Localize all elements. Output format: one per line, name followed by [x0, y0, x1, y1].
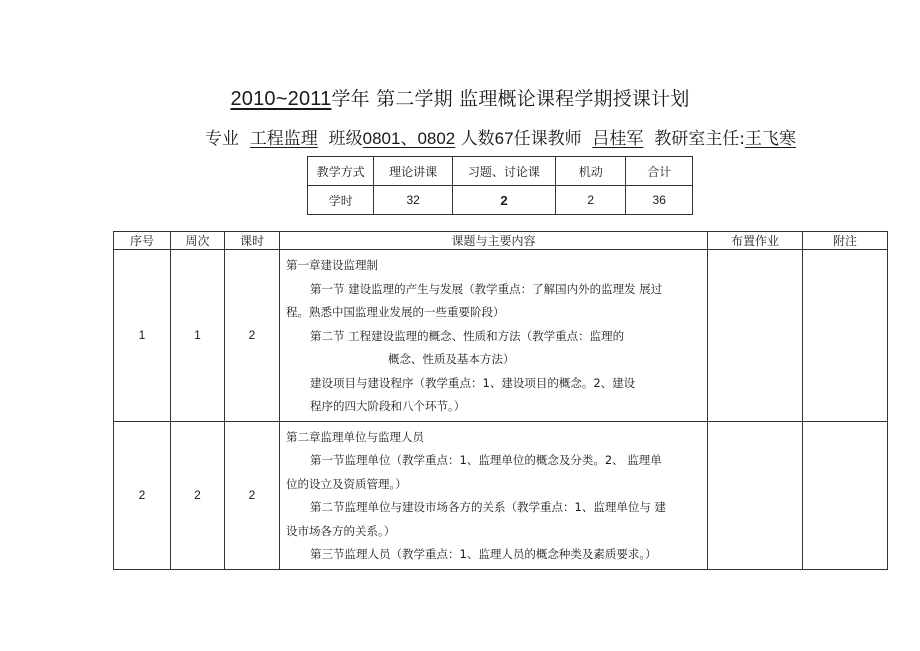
- title-rest: 学年 第二学期 监理概论课程学期授课计划: [331, 88, 690, 110]
- content-line: 第一节监理单位（教学重点：1、监理单位的概念及分类。2、 监理单: [310, 453, 662, 467]
- teacher-value: 吕桂军: [592, 129, 644, 149]
- header-week: 周次: [171, 232, 225, 250]
- hours-header-row: [308, 157, 693, 186]
- major-label: 专业: [205, 129, 239, 149]
- hours-value-row: [308, 186, 693, 215]
- content-line: 第一节 建设监理的产生与发展（教学重点：了解国内外的监理发 展过: [310, 281, 663, 296]
- notes-cell: [803, 421, 888, 569]
- row-label: 学时: [308, 186, 374, 215]
- week-cell: 1: [171, 250, 225, 422]
- value-cell: 2: [556, 186, 626, 215]
- header-cell: 理论讲课: [374, 157, 452, 186]
- content-line: 程序的四大阶段和八个环节。）: [310, 399, 466, 413]
- content-line: 第二节 工程建设监理的概念、性质和方法（教学重点：监理的: [310, 328, 625, 343]
- week-cell: 2: [171, 421, 225, 569]
- homework-cell: [708, 421, 803, 569]
- content-line: 第一章建设监理制: [286, 258, 378, 272]
- content-line: 第三节监理人员（教学重点：1、监理人员的概念种类及素质要求。）: [310, 547, 657, 561]
- hours-cell: 2: [225, 250, 280, 422]
- content-line: 概念、性质及基本方法）: [388, 352, 515, 366]
- header-cell: 习题、讨论课: [452, 157, 555, 186]
- teacher-label: 任课教师: [513, 129, 582, 149]
- notes-cell: [803, 250, 888, 422]
- header-homework: 布置作业: [708, 232, 803, 250]
- content-line: 位的设立及资质管理。）: [286, 476, 407, 491]
- document-title: [0, 84, 920, 111]
- table-row: [114, 250, 888, 422]
- director-value: 王飞寒: [744, 129, 796, 149]
- value-cell: 2: [452, 186, 555, 215]
- seq-cell: 2: [114, 421, 171, 569]
- content-line: 建设项目与建设程序（教学重点：1、建设项目的概念。2、建设: [310, 375, 636, 390]
- content-line: 设市场各方的关系。）: [286, 523, 396, 538]
- value-cell: 32: [374, 186, 452, 215]
- header-cell: 教学方式: [308, 157, 374, 186]
- header-content: 课题与主要内容: [280, 232, 708, 250]
- content-cell: [280, 250, 708, 422]
- class-label: 班级: [328, 129, 363, 149]
- director-label: 教研室主任:: [654, 129, 745, 149]
- content-line: 程。熟悉中国监理业发展的一些重要阶段）: [286, 305, 505, 319]
- academic-year: 2010~2011: [230, 88, 332, 110]
- seq-cell: 1: [114, 250, 171, 422]
- header-hours: 课时: [225, 232, 280, 250]
- header-cell: 机动: [556, 157, 626, 186]
- teaching-hours-table: [307, 156, 693, 215]
- hours-cell: 2: [225, 421, 280, 569]
- value-cell: 36: [626, 186, 693, 215]
- content-cell: [280, 421, 708, 569]
- major-value: 工程监理: [249, 129, 318, 149]
- count-value: 67: [494, 129, 514, 148]
- course-info-line: [205, 124, 905, 149]
- plan-header-row: [114, 232, 888, 250]
- content-line: 第二章监理单位与监理人员: [286, 429, 424, 444]
- homework-cell: [708, 250, 803, 422]
- header-cell: 合计: [626, 157, 693, 186]
- header-notes: 附注: [803, 232, 888, 250]
- count-label: 人数: [460, 129, 495, 149]
- course-plan-table: [113, 231, 888, 570]
- table-row: [114, 421, 888, 569]
- class-value: 0801、0802: [362, 129, 456, 148]
- header-seq: 序号: [114, 232, 171, 250]
- content-line: 第二节监理单位与建设市场各方的关系（教学重点：1、监理单位与 建: [310, 500, 666, 514]
